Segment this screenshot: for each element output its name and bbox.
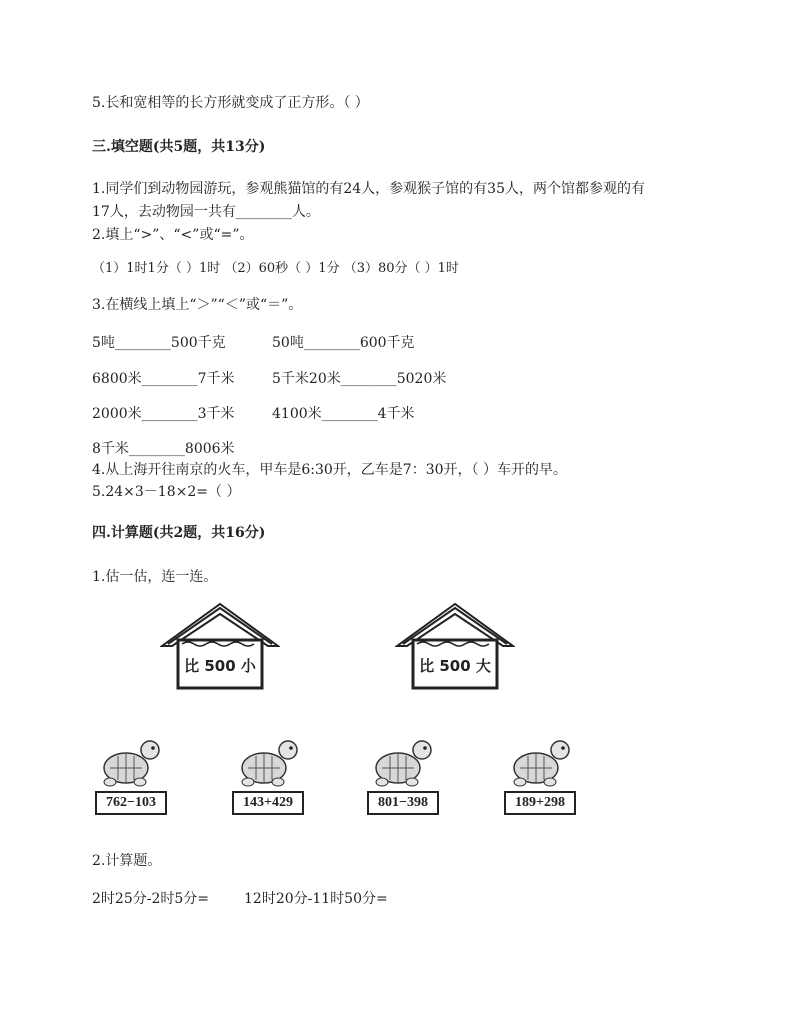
section-3-title: 三.填空题(共5题，共13分) [92,139,266,155]
fill-q3-row1-a: 5吨________500千克 [92,335,226,351]
house-label-greater: 比 500 大 [419,657,491,675]
fill-q1-line2: 17人，去动物园一共有________人。 [92,204,320,220]
house-less-than-500 [160,600,280,692]
fill-q4: 4.从上海开往南京的火车，甲车是6:30开，乙车是7：30开，（ ）车开的早。 [92,462,567,478]
fill-q3-row2-b: 5千米20米________5020米 [272,371,447,387]
section-4-title: 四.计算题(共2题，共16分) [92,525,266,541]
judge-question-5: 5.长和宽相等的长方形就变成了正方形。（ ） [92,95,369,111]
fill-q1-line1: 1.同学们到动物园游玩，参观熊猫馆的有24人，参观猴子馆的有35人，两个馆都参观的有 [92,181,645,197]
expression-box-3: 801−398 [367,791,439,815]
fill-q3-row3-a: 2000米________3千米 [92,406,235,422]
fill-q3-row3-b: 4100米________4千米 [272,406,415,422]
fill-q3-row1-b: 50吨________600千克 [272,335,415,351]
fill-q3-row4-a: 8千米________8006米 [92,441,235,457]
fill-q5: 5.24×3－18×2=（ ） [92,484,241,500]
expression-box-1: 762−103 [95,791,167,815]
calc-q1-title: 1.估一估，连一连。 [92,569,218,585]
calc-q2-title: 2.计算题。 [92,853,162,869]
fill-q3-row2-a: 6800米________7千米 [92,371,235,387]
fill-q2-items: （1）1时1分（ ）1时 （2）60秒（ ）1分 （3）80分（ ）1时 [92,261,459,276]
calc-q2-item-1: 2时25分-2时5分= [92,891,209,907]
expression-box-2: 143+429 [232,791,304,815]
turtle-icon [100,736,164,788]
fill-q3-title: 3.在横线上填上“＞”“＜”或“＝”。 [92,297,303,313]
house-label-less: 比 500 小 [184,657,256,675]
turtle-icon [238,736,302,788]
expression-box-4: 189+298 [504,791,576,815]
house-greater-than-500 [395,600,515,692]
fill-q2-title: 2.填上“>”、“<”或“=”。 [92,227,254,243]
calc-q2-item-2: 12时20分-11时50分= [244,891,388,907]
turtle-icon [510,736,574,788]
turtle-icon [372,736,436,788]
